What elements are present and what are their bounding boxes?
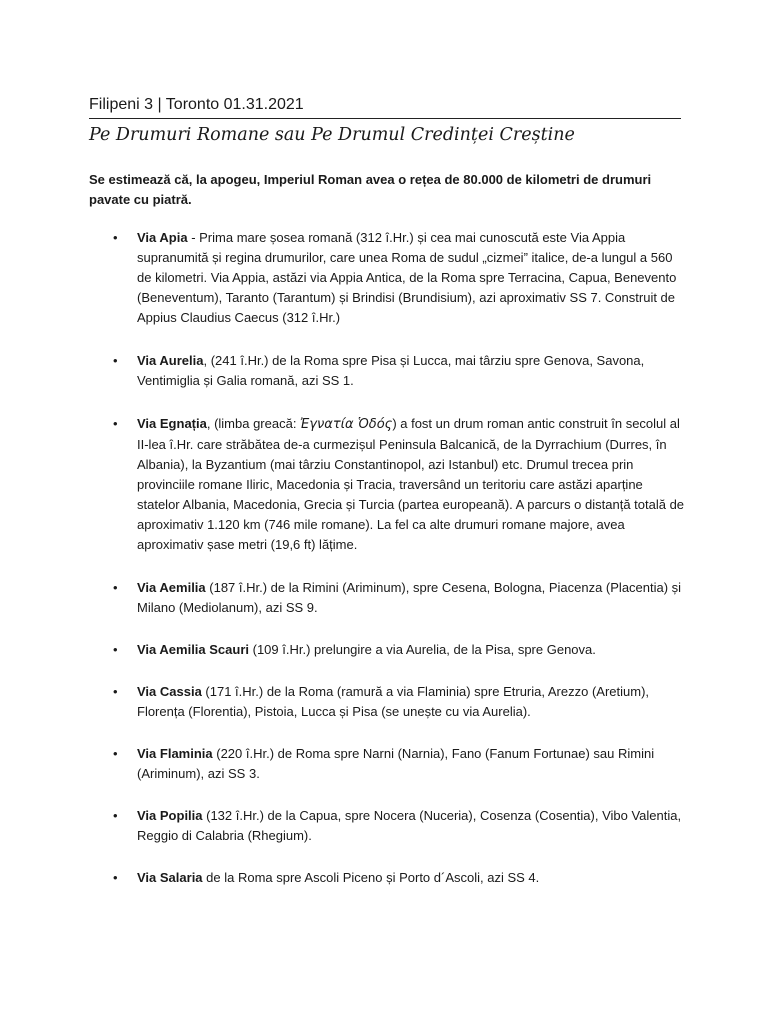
list-item-via-egnatia bbox=[89, 414, 689, 555]
road-description: (132 î.Hr.) de la Capua, spre Nocera (Nuceria), Cosenza (Cosentia), Vibo Valentia, Reggio di Calabria (Rhegium). bbox=[137, 808, 682, 843]
bullet-icon: • bbox=[113, 353, 118, 368]
road-name: Via Flaminia bbox=[137, 746, 213, 761]
list-item-via-cassia bbox=[89, 682, 689, 722]
bullet-icon: • bbox=[113, 746, 118, 761]
bullet-icon: • bbox=[113, 416, 118, 431]
road-name: Via Aemilia Scauri bbox=[137, 642, 250, 657]
list-item-via-aemilia bbox=[89, 578, 689, 618]
road-description: - Prima mare șosea romană (312 î.Hr.) și cea mai cunoscută este Via Appia supranumită și regina drumurilor, care unea Roma de sudul „cizmei” italice, de-a lungul a 560 de kilometri. Via Appia, astăzi via Appia Antica, de la Roma spre Terracina, Capua, Benevento (Beneventum), Taranto (Tarantum) și Brindisi (Brundisium), azi aproximativ SS 7. Construit de Appius Claudius Caecus (312 î.Hr.) bbox=[137, 230, 677, 325]
bullet-icon: • bbox=[113, 870, 118, 885]
bullet-icon: • bbox=[113, 230, 118, 245]
road-name: Via Cassia bbox=[137, 684, 202, 699]
road-name: Via Popilia bbox=[137, 808, 203, 823]
road-description: (187 î.Hr.) de la Rimini (Ariminum), spre Cesena, Bologna, Piacenza (Placentia) și Milano (Mediolanum), azi SS 9. bbox=[137, 580, 682, 615]
list-item-via-apia bbox=[89, 228, 689, 328]
road-name: Via Salaria bbox=[137, 870, 203, 885]
bullet-icon: • bbox=[113, 580, 118, 595]
document-header: Filipeni 3 | Toronto 01.31.2021 bbox=[89, 96, 304, 113]
road-name: Via Apia bbox=[137, 230, 188, 245]
list-item-via-aurelia bbox=[89, 351, 689, 391]
road-description: de la Roma spre Ascoli Piceno și Porto d´Ascoli, azi SS 4. bbox=[202, 870, 540, 885]
list-item-via-aemilia-scauri bbox=[89, 640, 689, 660]
road-name: Via Aemilia bbox=[137, 580, 206, 595]
road-name: Via Egnația bbox=[137, 416, 207, 431]
greek-name: Ἐγνατία Ὁδός bbox=[300, 417, 393, 432]
bullet-icon: • bbox=[113, 808, 118, 823]
roads-list bbox=[89, 228, 689, 888]
header-rule bbox=[89, 118, 681, 119]
list-item-via-salaria bbox=[89, 868, 689, 888]
bullet-icon: • bbox=[113, 642, 118, 657]
document-title: Pe Drumuri Romane sau Pe Drumul Credinței Creștine bbox=[89, 125, 575, 145]
road-description: , (241 î.Hr.) de la Roma spre Pisa și Lucca, mai târziu spre Genova, Savona, Ventimiglia și Galia romană, azi SS 1. bbox=[137, 353, 645, 388]
list-item-via-popilia bbox=[89, 806, 689, 846]
road-description: (109 î.Hr.) prelungire a via Aurelia, de la Pisa, spre Genova. bbox=[249, 642, 596, 657]
intro-paragraph: Se estimează că, la apogeu, Imperiul Roman avea o rețea de 80.000 de kilometri de drumuri pavate cu piatră. bbox=[89, 172, 652, 207]
road-name: Via Aurelia bbox=[137, 353, 204, 368]
road-description: (171 î.Hr.) de la Roma (ramură a via Flaminia) spre Etruria, Arezzo (Aretium), Florența (Florentia), Pistoia, Lucca și Pisa (se unește cu via Aurelia). bbox=[137, 684, 650, 719]
bullet-icon: • bbox=[113, 684, 118, 699]
road-description-prefix: , (limba greacă: bbox=[206, 416, 301, 431]
road-description: ) a fost un drum roman antic construit în secolul al II-lea î.Hr. care străbătea de-a curmezișul Peninsula Balcanică, de la Dyrrachium (Durres, în Albania), la Byzantium (mai târziu Constantinopol, azi Istanbul) etc. Drumul trecea prin provinciile romane Iliric, Macedonia și Tracia, traversând un teritoriu care astăzi aparține statelor Albania, Macedonia, Grecia și Turcia (partea europeană). A parcurs o distanță totală de aproximativ 1.120 km (746 mile romane). La fel ca alte drumuri romane majore, avea aproximativ șase metri (19,6 ft) lățime. bbox=[137, 416, 685, 552]
list-item-via-flaminia bbox=[89, 744, 689, 784]
road-description: (220 î.Hr.) de Roma spre Narni (Narnia), Fano (Fanum Fortunae) sau Rimini (Ariminum), azi SS 3. bbox=[137, 746, 655, 781]
